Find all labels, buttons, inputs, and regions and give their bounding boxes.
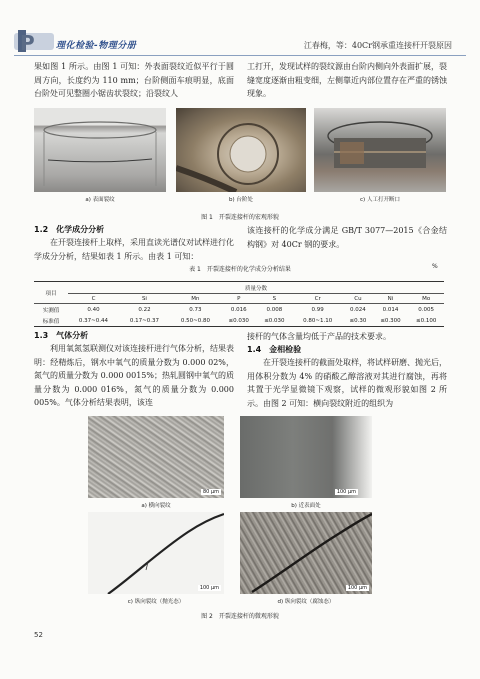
table1-title: 表 1 开裂连接杆的化学成分分析结果 bbox=[189, 266, 291, 273]
chemical-composition-table bbox=[34, 281, 444, 327]
journal-name: 理化检验-物理分册 bbox=[56, 41, 137, 51]
table-cell: 0.99 bbox=[311, 306, 324, 313]
section-1-2-text-right: 该连接杆的化学成分满足 GB/T 3077—2015《合金结构钢》对 40Cr 钢的要求。 bbox=[247, 226, 447, 249]
figure2-scale-b: 100 μm bbox=[336, 489, 356, 495]
figure1-photo-surface-crack bbox=[34, 108, 166, 192]
table-cell: 0.014 bbox=[382, 306, 399, 313]
table1-col-header: C bbox=[68, 294, 119, 304]
figure1-caption-c: c) 人工打开断口 bbox=[360, 197, 400, 203]
figure2-scale-c: 100 μm bbox=[199, 585, 219, 591]
table-cell: 0.37~0.44 bbox=[68, 315, 119, 327]
table-cell: ≤0.300 bbox=[373, 315, 409, 327]
table1-col-header: Mn bbox=[170, 294, 221, 304]
figure1-title: 图 1 开裂连接杆的宏观形貌 bbox=[201, 214, 279, 221]
section-1-2-heading: 1.2 化学成分分析 bbox=[34, 225, 105, 234]
figure1-photo-step bbox=[176, 108, 306, 192]
table1-row-label: 标准值 bbox=[34, 315, 68, 327]
section-1-4-text: 在开裂连接杆的截面处取样，将试样研磨、抛光后，用体积分数为 4% 的硝酸乙醇溶液对其进行腐蚀，再将其置于光学显微镜下观察，试样的微观形貌如图 2 所示。由图 2 可知：横向裂纹附近的组织为 bbox=[247, 358, 447, 408]
figure1-caption-b: b) 台阶处 bbox=[229, 197, 253, 203]
table-cell: 0.008 bbox=[266, 306, 283, 313]
table1-col-header: Mo bbox=[408, 294, 444, 304]
figure2-caption-a: a) 横向裂纹 bbox=[141, 503, 171, 509]
table1-col-header: Ni bbox=[373, 294, 409, 304]
table1-group-header: 质量分数 bbox=[68, 282, 444, 294]
table-cell: ≤0.030 bbox=[257, 315, 293, 327]
table-cell: 0.22 bbox=[138, 306, 151, 313]
table-cell: 0.024 bbox=[350, 306, 366, 313]
running-head: 江春梅，等：40Cr钢承重连接杆开裂原因 bbox=[303, 41, 452, 50]
intro-paragraph-left: 果如图 1 所示。由图 1 可知：外表面裂纹近似平行于圆周方向，长度约为 110 mm；台阶侧面车痕明显，底面台阶处可见整圈小锯齿状裂纹；沿裂纹人 bbox=[34, 62, 234, 99]
table1-col-header: P bbox=[221, 294, 257, 304]
table1-row-header: 项目 bbox=[34, 282, 68, 304]
table1-col-header: Cr bbox=[292, 294, 343, 304]
section-1-3-text-right: 接杆的气体含量均低于产品的技术要求。 bbox=[247, 332, 391, 341]
table-row bbox=[34, 315, 444, 327]
figure1-photo-fracture bbox=[314, 108, 446, 192]
table-cell: 0.50~0.80 bbox=[170, 315, 221, 327]
table1-row-label: 实测值 bbox=[42, 307, 60, 314]
table-cell: 0.016 bbox=[230, 306, 247, 313]
figure1-caption-a: a) 表面裂纹 bbox=[85, 197, 115, 203]
table-cell: 0.17~0.37 bbox=[119, 315, 170, 327]
page-number: 52 bbox=[34, 631, 43, 639]
figure2-title: 图 2 开裂连接杆的微观形貌 bbox=[201, 613, 279, 620]
table-cell: ≤0.030 bbox=[221, 315, 257, 327]
header-rule bbox=[14, 55, 466, 56]
table-cell: 0.80~1.10 bbox=[292, 315, 343, 327]
section-1-3-text: 利用氧氮氢联测仪对该连接杆进行气体分析，结果表明：经精炼后，钢水中氧气的质量分数为 0.000 02%，氮气的质量分数为 0.000 0015%；热轧圆钢中氧气的质量分数为 0.000 016%，氮气的质量分数为 0.000 005%。气体分析结果表明，该连 bbox=[34, 344, 234, 408]
table1-col-header: Cu bbox=[343, 294, 373, 304]
figure2-caption-c: c) 纵向裂纹（抛光态） bbox=[127, 599, 185, 605]
section-1-3-heading: 1.3 气体分析 bbox=[34, 331, 89, 340]
figure2-photo-near-surface bbox=[240, 416, 372, 498]
table-cell: 0.005 bbox=[418, 306, 435, 313]
table-cell: 0.40 bbox=[87, 306, 100, 313]
section-1-2-text-left: 在开裂连接杆上取样，采用直读光谱仪对试样进行化学成分分析，结果如表 1 所示。由表 1 可知： bbox=[34, 238, 234, 261]
table-cell: ≤0.30 bbox=[343, 315, 373, 327]
intro-paragraph-right: 工打开，发现试样的裂纹源由台阶内侧向外表面扩展，裂缝宽度逐渐由粗变细，左侧靠近内部位置存在严重的锈蚀现象。 bbox=[247, 62, 447, 99]
table1-col-header: S bbox=[257, 294, 293, 304]
table-cell: 0.73 bbox=[189, 306, 202, 313]
logo-letter: P bbox=[20, 31, 35, 55]
figure2-photo-longitudinal-polished bbox=[88, 512, 224, 594]
figure2-caption-d: d) 纵向裂纹（腐蚀态） bbox=[277, 599, 335, 605]
table1-unit: % bbox=[432, 263, 438, 270]
section-1-4-heading: 1.4 金相检验 bbox=[247, 345, 302, 354]
table-row bbox=[34, 304, 444, 316]
figure2-scale-a: 80 μm bbox=[202, 489, 219, 495]
table-cell: ≤0.100 bbox=[408, 315, 444, 327]
figure2-caption-b: b) 近表面处 bbox=[291, 503, 321, 509]
figure2-scale-d: 100 μm bbox=[347, 585, 367, 591]
figure2-photo-transverse-crack bbox=[88, 416, 224, 498]
figure2-photo-longitudinal-etched bbox=[240, 512, 372, 594]
table1-col-header: Si bbox=[119, 294, 170, 304]
